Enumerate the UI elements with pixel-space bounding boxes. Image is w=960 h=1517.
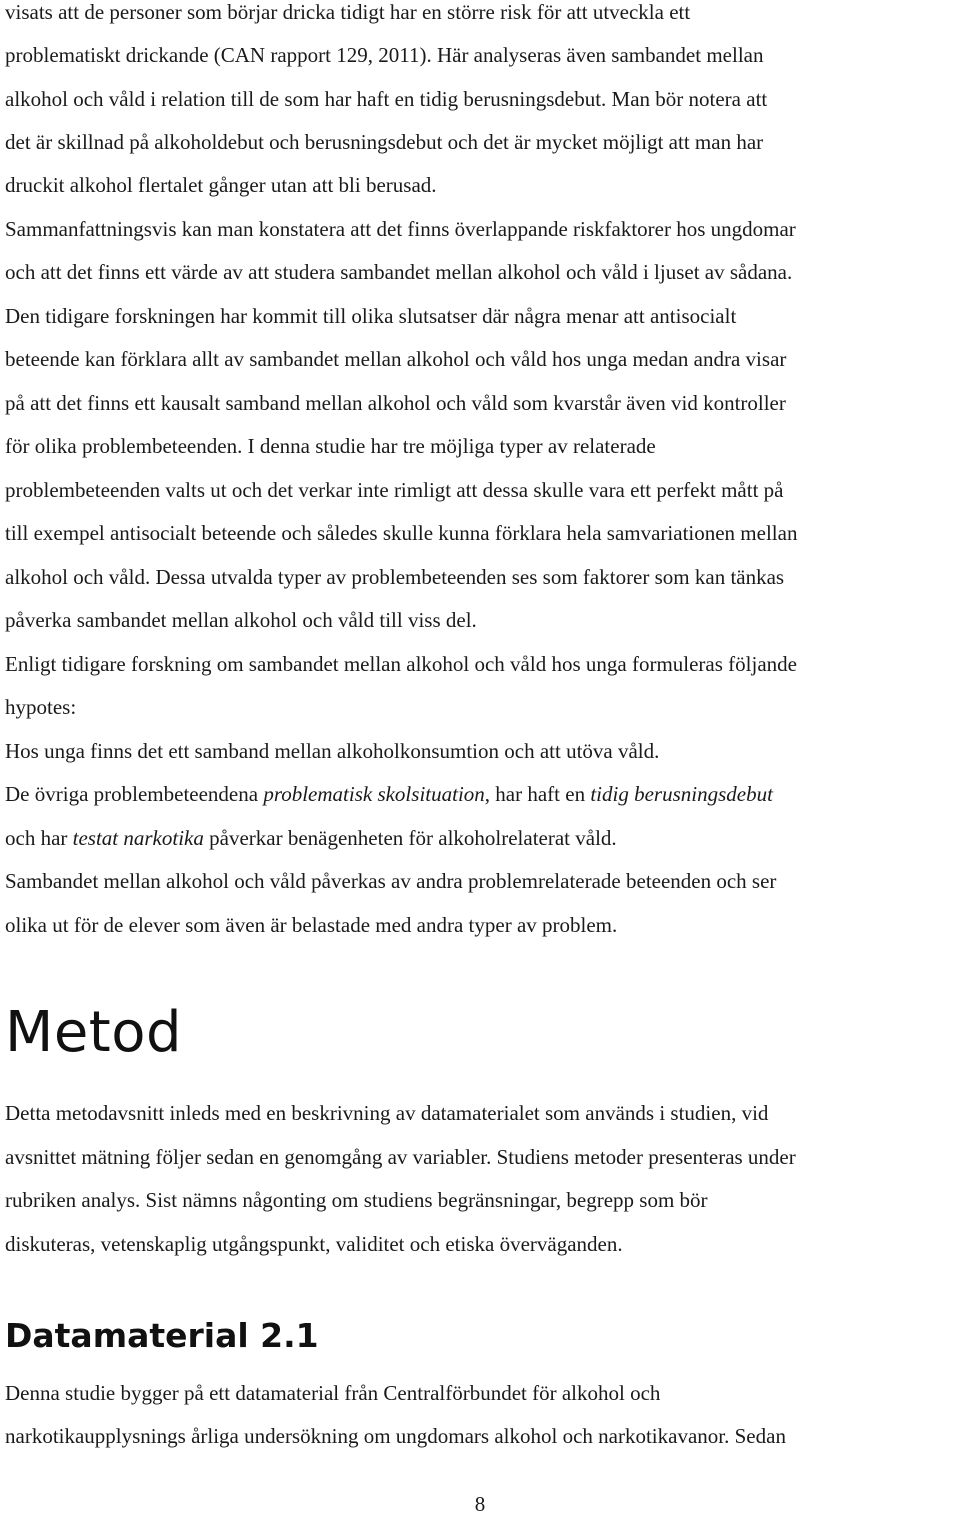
text-span: och har bbox=[5, 826, 73, 850]
italic-term: testat narkotika bbox=[72, 826, 204, 850]
text-line: beteende kan förklara allt av sambandet mellan alkohol och våld hos unga medan andra visar bbox=[5, 347, 787, 371]
metod-text-line: avsnittet mätning följer sedan en genomgång av variabler. Studiens metoder presenteras under bbox=[5, 1145, 796, 1169]
page-number: 8 bbox=[474, 1492, 486, 1516]
text-line: problematiskt drickande (CAN rapport 129, 2011). Här analyseras även sambandet mellan bbox=[5, 43, 764, 67]
hypothesis-2-line-2 bbox=[5, 826, 617, 851]
text-line: påverka sambandet mellan alkohol och våld till viss del. bbox=[5, 608, 477, 632]
datamaterial-text-line: narkotikaupplysnings årliga undersökning om ungdomars alkohol och narkotikavanor. Sedan bbox=[5, 1424, 786, 1448]
text-line: problembeteenden valts ut och det verkar inte rimligt att dessa skulle vara ett perfekt mått på bbox=[5, 478, 784, 502]
text-line: och att det finns ett värde av att studera sambandet mellan alkohol och våld i ljuset av sådana. bbox=[5, 260, 793, 284]
text-span: påverkar benägenheten för alkoholrelaterat våld. bbox=[203, 826, 617, 850]
text-line: Den tidigare forskningen har kommit till olika slutsatser där några menar att antisocialt bbox=[5, 304, 737, 328]
hypothesis-2-line-1 bbox=[5, 782, 773, 807]
text-line: alkohol och våld i relation till de som har haft en tidig berusningsdebut. Man bör notera att bbox=[5, 87, 768, 111]
text-span: De övriga problembeteendena bbox=[5, 782, 264, 806]
text-line: druckit alkohol flertalet gånger utan att bli berusad. bbox=[5, 173, 437, 197]
section-heading-metod: Metod bbox=[5, 1000, 183, 1065]
text-line: till exempel antisocialt beteende och således skulle kunna förklara hela samvariationen mellan bbox=[5, 521, 798, 545]
section-heading-datamaterial: Datamaterial 2.1 bbox=[5, 1316, 319, 1355]
text-line: det är skillnad på alkoholdebut och berusningsdebut och det är mycket möjligt att man har bbox=[5, 130, 764, 154]
metod-text-line: Detta metodavsnitt inleds med en beskrivning av datamaterialet som används i studien, vid bbox=[5, 1101, 769, 1125]
text-line: hypotes: bbox=[5, 695, 77, 719]
metod-text-line: rubriken analys. Sist nämns någonting om studiens begränsningar, begrepp som bör bbox=[5, 1188, 708, 1212]
text-line: på att det finns ett kausalt samband mellan alkohol och våld som kvarstår även vid kontroller bbox=[5, 391, 786, 415]
hypothesis-1: Hos unga finns det ett samband mellan alkoholkonsumtion och att utöva våld. bbox=[5, 739, 660, 763]
italic-term: problematisk skolsituation bbox=[263, 782, 485, 806]
italic-term: tidig berusningsdebut bbox=[590, 782, 773, 806]
text-line: alkohol och våld. Dessa utvalda typer av problembeteenden ses som faktorer som kan tänkas bbox=[5, 565, 785, 589]
text-line: för olika problembeteenden. I denna studie har tre möjliga typer av relaterade bbox=[5, 434, 656, 458]
metod-text-line: diskuteras, vetenskaplig utgångspunkt, validitet och etiska överväganden. bbox=[5, 1232, 623, 1256]
text-line: visats att de personer som börjar dricka tidigt har en större risk för att utveckla ett bbox=[5, 0, 691, 24]
hypothesis-3-line: Sambandet mellan alkohol och våld påverkas av andra problemrelaterade beteenden och ser bbox=[5, 869, 777, 893]
text-span: , har haft en bbox=[484, 782, 591, 806]
text-line: Sammanfattningsvis kan man konstatera att det finns överlappande riskfaktorer hos ungdomar bbox=[5, 217, 796, 241]
text-line: Enligt tidigare forskning om sambandet mellan alkohol och våld hos unga formuleras följande bbox=[5, 652, 797, 676]
datamaterial-text-line: Denna studie bygger på ett datamaterial från Centralförbundet för alkohol och bbox=[5, 1381, 661, 1405]
hypothesis-3-line: olika ut för de elever som även är belastade med andra typer av problem. bbox=[5, 913, 618, 937]
